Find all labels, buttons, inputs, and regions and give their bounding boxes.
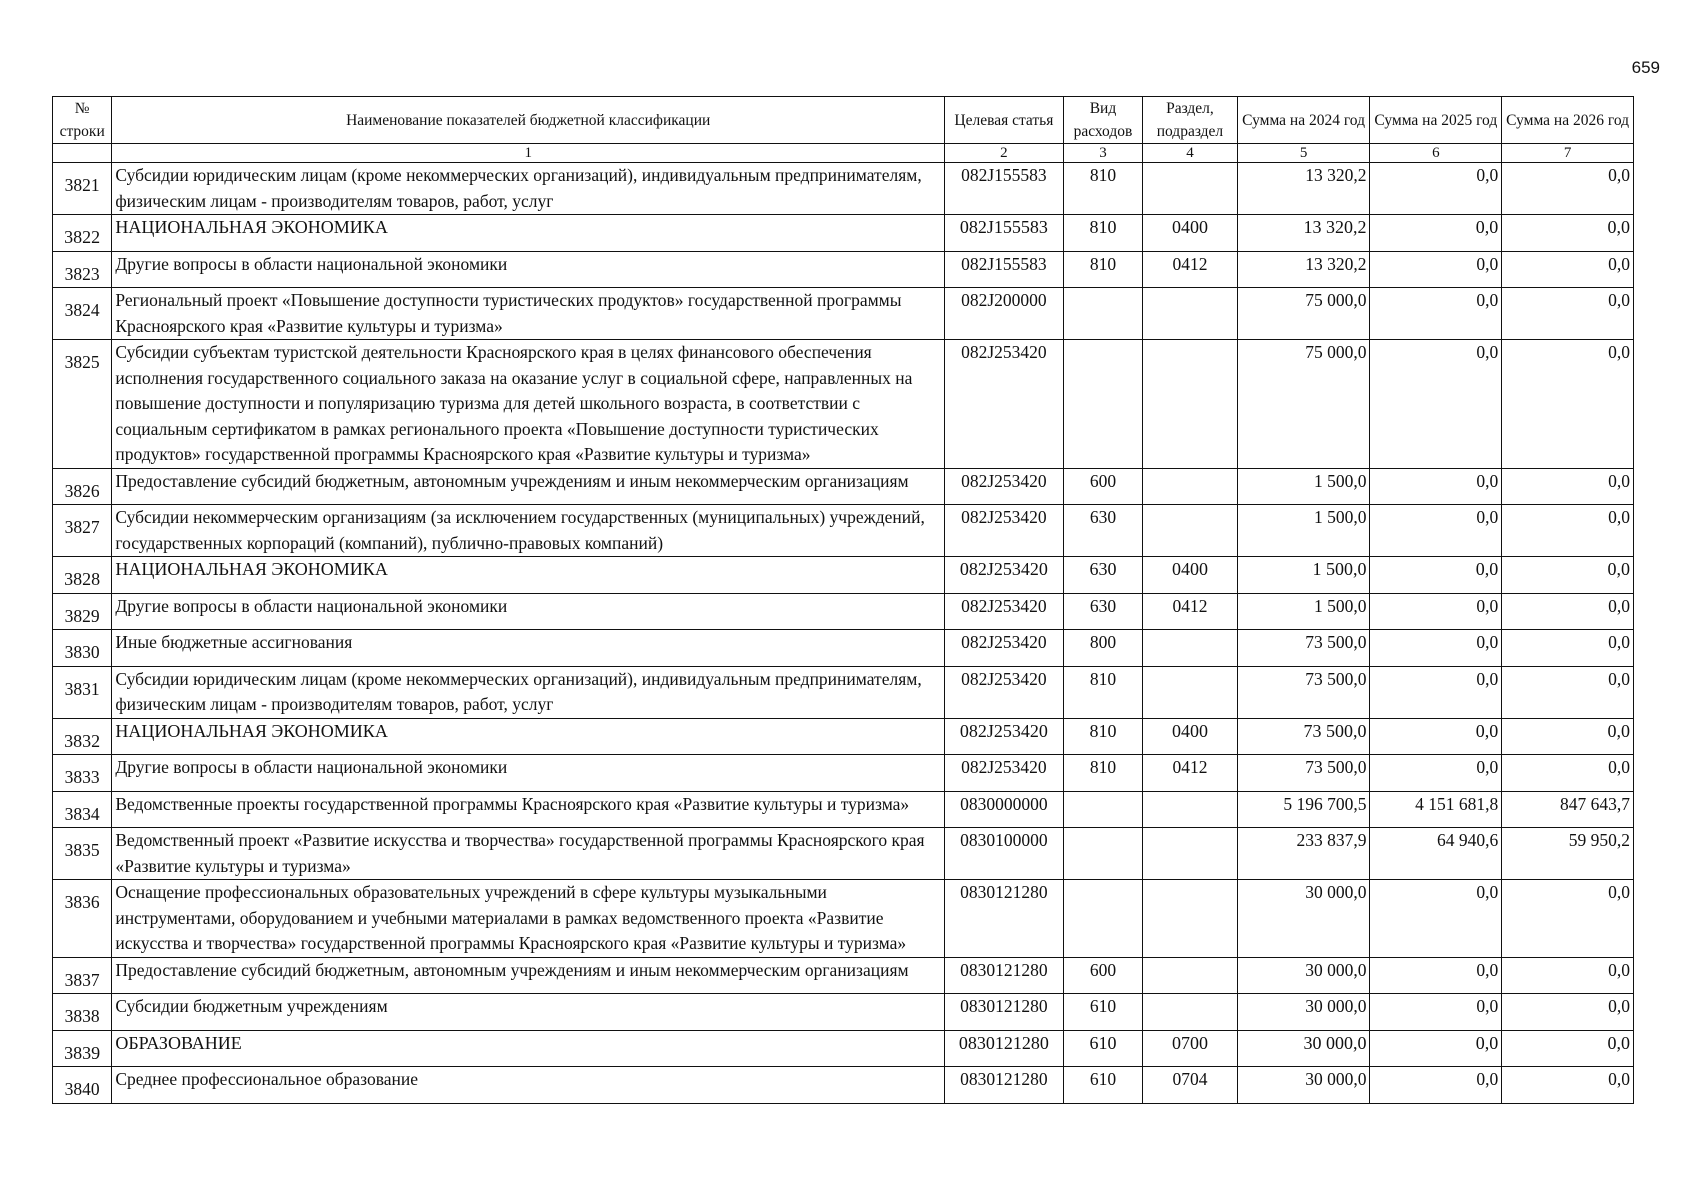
row-expense-type: 630	[1063, 505, 1142, 557]
row-sum-2026: 0,0	[1502, 163, 1634, 215]
row-section	[1143, 957, 1238, 994]
row-sum-2026: 0,0	[1502, 1030, 1634, 1067]
row-sum-2026: 0,0	[1502, 994, 1634, 1031]
table-row	[53, 630, 1634, 667]
row-expense-type: 630	[1063, 557, 1142, 594]
row-expense-type: 810	[1063, 163, 1142, 215]
row-sum-2024: 73 500,0	[1237, 630, 1370, 667]
header-name: Наименование показателей бюджетной классификации	[112, 97, 945, 144]
row-target-article: 082J253420	[945, 557, 1064, 594]
row-sum-2025: 0,0	[1370, 630, 1502, 667]
row-sum-2025: 0,0	[1370, 718, 1502, 755]
table-row	[53, 791, 1634, 828]
row-name: Другие вопросы в области национальной экономики	[112, 755, 945, 792]
header-sum-2024: Сумма на 2024 год	[1237, 97, 1370, 144]
row-number: 3829	[53, 593, 112, 630]
row-number: 3822	[53, 215, 112, 252]
row-sum-2024: 30 000,0	[1237, 1067, 1370, 1104]
row-sum-2025: 0,0	[1370, 340, 1502, 469]
table-row	[53, 880, 1634, 958]
row-sum-2026: 0,0	[1502, 1067, 1634, 1104]
row-sum-2025: 0,0	[1370, 288, 1502, 340]
row-expense-type: 810	[1063, 718, 1142, 755]
row-section	[1143, 340, 1238, 469]
row-number: 3837	[53, 957, 112, 994]
header-row-number: № строки	[53, 97, 112, 144]
row-number: 3821	[53, 163, 112, 215]
row-sum-2026: 0,0	[1502, 468, 1634, 505]
row-target-article: 082J253420	[945, 755, 1064, 792]
row-sum-2026: 0,0	[1502, 630, 1634, 667]
column-number: 2	[945, 144, 1064, 163]
row-sum-2025: 0,0	[1370, 468, 1502, 505]
table-row	[53, 505, 1634, 557]
row-section	[1143, 880, 1238, 958]
row-sum-2025: 64 940,6	[1370, 828, 1502, 880]
header-sum-2026: Сумма на 2026 год	[1502, 97, 1634, 144]
row-sum-2025: 0,0	[1370, 505, 1502, 557]
row-target-article: 0830100000	[945, 828, 1064, 880]
row-section: 0412	[1143, 251, 1238, 288]
row-name: Субсидии юридическим лицам (кроме некоммерческих организаций), индивидуальным предпринимателям, физическим лицам - производителям товаров, работ, услуг	[112, 666, 945, 718]
row-number: 3830	[53, 630, 112, 667]
row-sum-2025: 0,0	[1370, 251, 1502, 288]
row-sum-2026: 0,0	[1502, 957, 1634, 994]
row-target-article: 0830121280	[945, 1067, 1064, 1104]
row-expense-type: 810	[1063, 251, 1142, 288]
row-sum-2025: 0,0	[1370, 215, 1502, 252]
row-sum-2026: 0,0	[1502, 755, 1634, 792]
row-section: 0400	[1143, 557, 1238, 594]
header-section: Раздел, подраздел	[1143, 97, 1238, 144]
row-target-article: 082J253420	[945, 340, 1064, 469]
row-sum-2026: 0,0	[1502, 557, 1634, 594]
table-row	[53, 251, 1634, 288]
table-body	[53, 163, 1634, 1104]
row-sum-2024: 13 320,2	[1237, 215, 1370, 252]
row-sum-2025: 0,0	[1370, 880, 1502, 958]
column-number: 6	[1370, 144, 1502, 163]
row-number: 3840	[53, 1067, 112, 1104]
row-sum-2026: 0,0	[1502, 505, 1634, 557]
row-expense-type: 610	[1063, 1067, 1142, 1104]
table-row	[53, 468, 1634, 505]
column-number: 7	[1502, 144, 1634, 163]
row-number: 3834	[53, 791, 112, 828]
row-sum-2025: 0,0	[1370, 1030, 1502, 1067]
row-target-article: 082J253420	[945, 593, 1064, 630]
row-number: 3824	[53, 288, 112, 340]
row-sum-2026: 0,0	[1502, 340, 1634, 469]
row-name: Другие вопросы в области национальной экономики	[112, 251, 945, 288]
row-target-article: 082J253420	[945, 630, 1064, 667]
row-section	[1143, 288, 1238, 340]
row-expense-type: 800	[1063, 630, 1142, 667]
row-sum-2024: 1 500,0	[1237, 468, 1370, 505]
row-section	[1143, 994, 1238, 1031]
table-row	[53, 593, 1634, 630]
row-section	[1143, 828, 1238, 880]
row-section	[1143, 630, 1238, 667]
row-name: ОБРАЗОВАНИЕ	[112, 1030, 945, 1067]
row-expense-type	[1063, 880, 1142, 958]
row-number: 3839	[53, 1030, 112, 1067]
column-numbers-row	[53, 144, 1634, 163]
row-target-article: 082J253420	[945, 468, 1064, 505]
row-section	[1143, 791, 1238, 828]
row-sum-2024: 5 196 700,5	[1237, 791, 1370, 828]
column-number: 3	[1063, 144, 1142, 163]
table-row	[53, 828, 1634, 880]
row-sum-2024: 1 500,0	[1237, 557, 1370, 594]
row-sum-2026: 59 950,2	[1502, 828, 1634, 880]
row-sum-2024: 30 000,0	[1237, 880, 1370, 958]
row-target-article: 082J253420	[945, 718, 1064, 755]
header-sum-2025: Сумма на 2025 год	[1370, 97, 1502, 144]
row-name: НАЦИОНАЛЬНАЯ ЭКОНОМИКА	[112, 557, 945, 594]
table-row	[53, 215, 1634, 252]
row-sum-2025: 4 151 681,8	[1370, 791, 1502, 828]
row-sum-2026: 0,0	[1502, 288, 1634, 340]
header-expense-type: Вид расходов	[1063, 97, 1142, 144]
table-row	[53, 1030, 1634, 1067]
row-section: 0400	[1143, 215, 1238, 252]
row-sum-2024: 73 500,0	[1237, 755, 1370, 792]
table-row	[53, 718, 1634, 755]
row-expense-type: 630	[1063, 593, 1142, 630]
row-number: 3836	[53, 880, 112, 958]
table-row	[53, 163, 1634, 215]
row-number: 3825	[53, 340, 112, 469]
row-section	[1143, 468, 1238, 505]
row-expense-type	[1063, 340, 1142, 469]
table-header	[53, 97, 1634, 163]
row-number: 3838	[53, 994, 112, 1031]
row-sum-2024: 233 837,9	[1237, 828, 1370, 880]
row-target-article: 082J155583	[945, 251, 1064, 288]
row-number: 3832	[53, 718, 112, 755]
row-expense-type: 600	[1063, 957, 1142, 994]
row-sum-2025: 0,0	[1370, 557, 1502, 594]
row-expense-type	[1063, 288, 1142, 340]
column-number: 4	[1143, 144, 1238, 163]
table-row	[53, 755, 1634, 792]
row-section	[1143, 666, 1238, 718]
row-target-article: 0830121280	[945, 957, 1064, 994]
row-sum-2024: 1 500,0	[1237, 593, 1370, 630]
row-name: Субсидии субъектам туристской деятельности Красноярского края в целях финансового обеспечения исполнения государственного социального заказа на оказание услуг в социальной сфере, направленных на повышение доступности и популяризацию туризма для детей школьного возраста, в соответствии с социальным сертификатом в рамках регионального проекта «Повышение доступности туристических продуктов» государственной программы Красноярского края «Развитие культуры и туризма»	[112, 340, 945, 469]
table-row	[53, 340, 1634, 469]
row-name: Региональный проект «Повышение доступности туристических продуктов» государственной программы Красноярского края «Развитие культуры и туризма»	[112, 288, 945, 340]
row-expense-type: 810	[1063, 755, 1142, 792]
row-name: Ведомственный проект «Развитие искусства и творчества» государственной программы Красноярского края «Развитие культуры и туризма»	[112, 828, 945, 880]
page-number: 659	[1631, 58, 1660, 77]
budget-table	[52, 96, 1634, 1104]
row-section: 0704	[1143, 1067, 1238, 1104]
table-row	[53, 557, 1634, 594]
row-target-article: 082J155583	[945, 215, 1064, 252]
row-name: Иные бюджетные ассигнования	[112, 630, 945, 667]
column-number: 5	[1237, 144, 1370, 163]
row-target-article: 0830121280	[945, 1030, 1064, 1067]
row-sum-2024: 1 500,0	[1237, 505, 1370, 557]
row-expense-type	[1063, 828, 1142, 880]
table-row	[53, 994, 1634, 1031]
row-sum-2026: 0,0	[1502, 718, 1634, 755]
row-sum-2024: 13 320,2	[1237, 251, 1370, 288]
row-target-article: 0830000000	[945, 791, 1064, 828]
row-expense-type: 610	[1063, 1030, 1142, 1067]
row-name: НАЦИОНАЛЬНАЯ ЭКОНОМИКА	[112, 215, 945, 252]
column-number	[53, 144, 112, 163]
row-name: Среднее профессиональное образование	[112, 1067, 945, 1104]
row-number: 3827	[53, 505, 112, 557]
row-target-article: 082J155583	[945, 163, 1064, 215]
row-sum-2026: 847 643,7	[1502, 791, 1634, 828]
row-sum-2025: 0,0	[1370, 994, 1502, 1031]
row-sum-2024: 30 000,0	[1237, 1030, 1370, 1067]
row-name: Предоставление субсидий бюджетным, автономным учреждениям и иным некоммерческим организациям	[112, 957, 945, 994]
row-number: 3823	[53, 251, 112, 288]
row-name: Оснащение профессиональных образовательных учреждений в сфере культуры музыкальными инструментами, оборудованием и учебными материалами в рамках ведомственного проекта «Развитие искусства и творчества» государственной программы Красноярского края «Развитие культуры и туризма»	[112, 880, 945, 958]
row-section	[1143, 505, 1238, 557]
row-sum-2025: 0,0	[1370, 666, 1502, 718]
row-sum-2024: 75 000,0	[1237, 288, 1370, 340]
row-sum-2024: 73 500,0	[1237, 718, 1370, 755]
row-sum-2026: 0,0	[1502, 251, 1634, 288]
row-sum-2026: 0,0	[1502, 215, 1634, 252]
row-target-article: 082J253420	[945, 666, 1064, 718]
row-target-article: 082J253420	[945, 505, 1064, 557]
table-row	[53, 1067, 1634, 1104]
column-number: 1	[112, 144, 945, 163]
header-target-article: Целевая статья	[945, 97, 1064, 144]
row-sum-2025: 0,0	[1370, 957, 1502, 994]
row-section: 0400	[1143, 718, 1238, 755]
row-sum-2025: 0,0	[1370, 593, 1502, 630]
row-sum-2024: 30 000,0	[1237, 994, 1370, 1031]
row-target-article: 0830121280	[945, 880, 1064, 958]
row-sum-2025: 0,0	[1370, 1067, 1502, 1104]
row-name: Субсидии юридическим лицам (кроме некоммерческих организаций), индивидуальным предпринимателям, физическим лицам - производителям товаров, работ, услуг	[112, 163, 945, 215]
table-row	[53, 288, 1634, 340]
row-section: 0700	[1143, 1030, 1238, 1067]
row-sum-2024: 73 500,0	[1237, 666, 1370, 718]
row-number: 3835	[53, 828, 112, 880]
table-row	[53, 666, 1634, 718]
row-sum-2024: 30 000,0	[1237, 957, 1370, 994]
row-name: Предоставление субсидий бюджетным, автономным учреждениям и иным некоммерческим организациям	[112, 468, 945, 505]
row-name: НАЦИОНАЛЬНАЯ ЭКОНОМИКА	[112, 718, 945, 755]
row-sum-2026: 0,0	[1502, 666, 1634, 718]
row-name: Субсидии бюджетным учреждениям	[112, 994, 945, 1031]
row-sum-2025: 0,0	[1370, 163, 1502, 215]
row-sum-2024: 75 000,0	[1237, 340, 1370, 469]
row-expense-type: 610	[1063, 994, 1142, 1031]
row-sum-2026: 0,0	[1502, 880, 1634, 958]
row-expense-type	[1063, 791, 1142, 828]
row-sum-2024: 13 320,2	[1237, 163, 1370, 215]
row-target-article: 0830121280	[945, 994, 1064, 1031]
row-expense-type: 810	[1063, 215, 1142, 252]
table-row	[53, 957, 1634, 994]
row-section: 0412	[1143, 593, 1238, 630]
row-number: 3833	[53, 755, 112, 792]
row-number: 3828	[53, 557, 112, 594]
row-name: Субсидии некоммерческим организациям (за исключением государственных (муниципальных) учреждений, государственных корпораций (компаний), публично-правовых компаний)	[112, 505, 945, 557]
row-name: Ведомственные проекты государственной программы Красноярского края «Развитие культуры и туризма»	[112, 791, 945, 828]
row-name: Другие вопросы в области национальной экономики	[112, 593, 945, 630]
row-number: 3826	[53, 468, 112, 505]
row-number: 3831	[53, 666, 112, 718]
row-sum-2025: 0,0	[1370, 755, 1502, 792]
row-section	[1143, 163, 1238, 215]
row-section: 0412	[1143, 755, 1238, 792]
row-expense-type: 810	[1063, 666, 1142, 718]
row-expense-type: 600	[1063, 468, 1142, 505]
row-target-article: 082J200000	[945, 288, 1064, 340]
row-sum-2026: 0,0	[1502, 593, 1634, 630]
